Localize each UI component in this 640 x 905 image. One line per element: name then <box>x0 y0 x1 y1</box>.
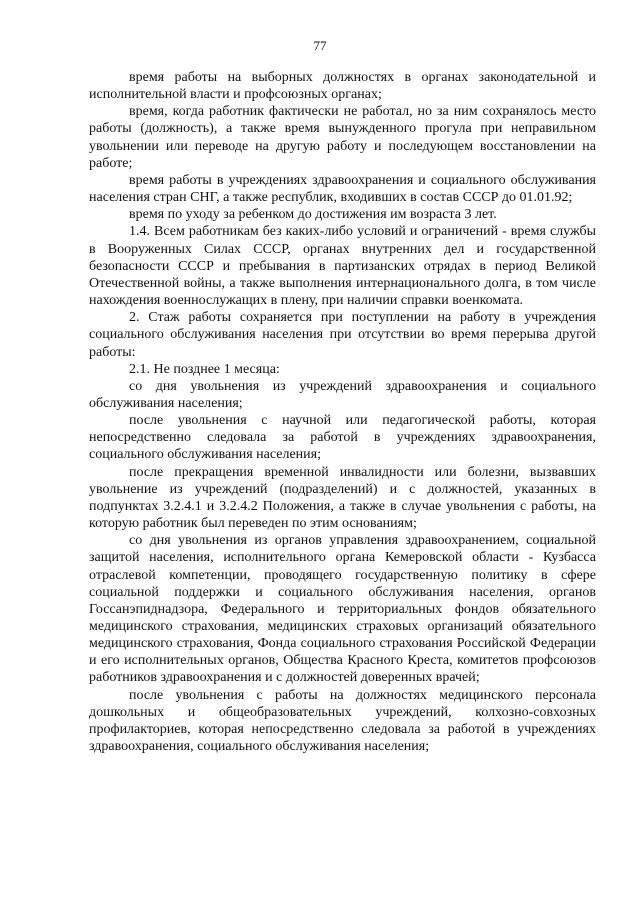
paragraph-1-4-military-service: 1.4. Всем работникам без каких-либо условий и ограничений - время службы в Вооруженных Силах СССР, органах внутренних дел и государственной безопасности СССР и пребывания в партизанских отрядах в период Великой Отечественной войны, а также выполнения интернационального долга, в том числе нахождения военнослужащих в плену, при наличии справки военкомата. <box>89 224 596 309</box>
paragraph-job-retained: время, когда работник фактически не работал, но за ним сохранялось место работы (должность), а также время вынужденного прогула при неправильном увольнении или переводе на другую работу и последующем восстановлении на работе; <box>89 104 596 171</box>
paragraph-government-bodies: со дня увольнения из органов управления здравоохранением, социальной защитой населения, исполнительного органа Кемеровской области - Кузбасса отраслевой компетенции, проводящего государственную политику в сфере социальной поддержки и социального обслуживания населения, органов Госсанэпиднадзора, Федерального и территориальных фондов обязательного медицинского страхования, медицинских страховых организаций обязательного медицинского страхования, Фонда социального страхования Российской Федерации и его исполнительных органов, Общества Красного Креста, комитетов профсоюзов работников здравоохранения и с должностей доверенных врачей; <box>89 533 596 686</box>
paragraph-scientific-work: после увольнения с научной или педагогической работы, которая непосредственно следовала за работой в учреждениях здравоохранения, социального обслуживания населения; <box>89 413 596 463</box>
paragraph-2-1-one-month: 2.1. Не позднее 1 месяца: <box>129 361 280 377</box>
paragraph-medical-staff: после увольнения с работы на должностях медицинского персонала дошкольных и общеобразовательных учреждений, колхозно-совхозных профилакториев, которая непосредственно следовала за работой в учреждениях здравоохранения, социального обслуживания населения; <box>89 687 596 755</box>
document-body <box>89 69 596 755</box>
paragraph-2-seniority-preserved: 2. Стаж работы сохраняется при поступлении на работу в учреждения социального обслуживания населения при отсутствии во время перерыва другой работы: <box>89 310 596 360</box>
paragraph-childcare: время по уходу за ребенком до достижения им возраста 3 лет. <box>129 207 497 223</box>
paragraph-dismissal-health: со дня увольнения из учреждений здравоохранения и социального обслуживания населения; <box>89 378 596 411</box>
paragraph-cis-work: время работы в учреждениях здравоохранения и социального обслуживания населения стран СНГ, а также республик, входивших в состав СССР до 01.01.92; <box>89 172 596 206</box>
paragraph-disability: после прекращения временной инвалидности или болезни, вызвавших увольнение из учреждений (подразделений) и с должностей, указанных в подпунктах 3.2.4.1 и 3.2.4.2 Положения, а также в случае увольнения с работы, на которую работник был переведен по этим основаниям; <box>89 464 596 532</box>
paragraph-elected-positions: время работы на выборных должностях в органах законодательной и исполнительной власти и профсоюзных органах; <box>89 70 596 103</box>
page-number: 77 <box>313 38 327 53</box>
